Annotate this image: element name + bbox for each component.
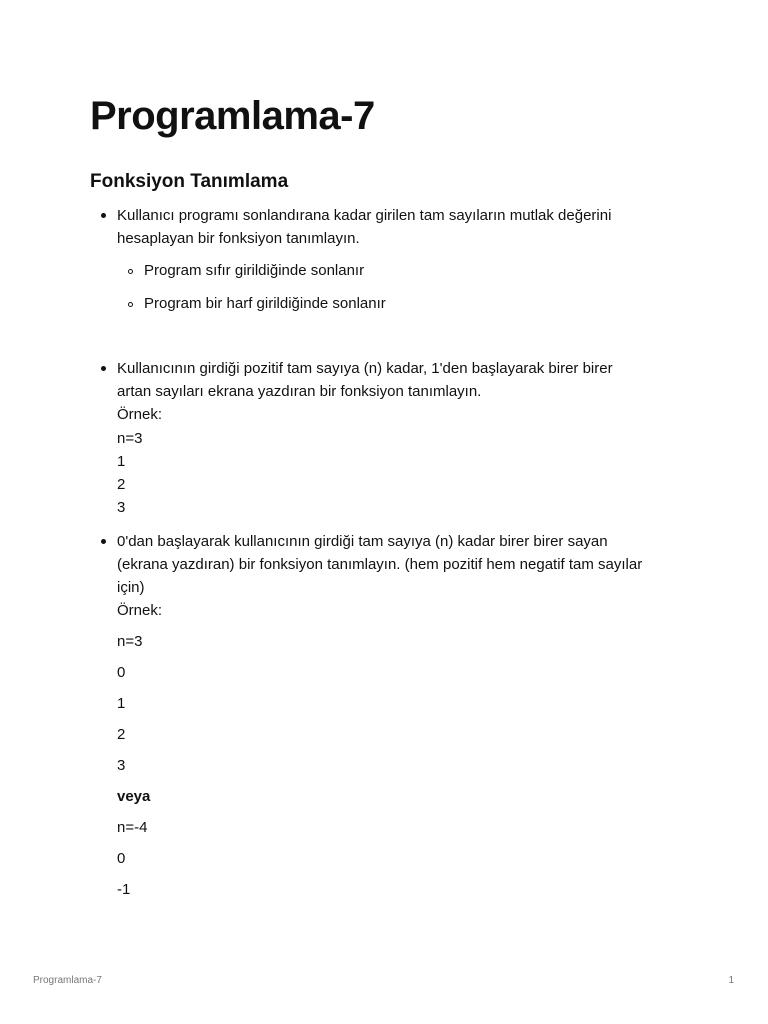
item-text-line: 0'dan başlayarak kullanıcının girdiği tam sayıya (n) kadar birer birer sayan [117,533,608,550]
item-text-line: Kullanıcının girdiği pozitif tam sayıya (n) kadar, 1'den başlayarak birer birer [117,360,613,377]
example-line: 3 [117,757,126,774]
footer-page-number: 1 [728,975,734,986]
bullet-circle [128,269,133,274]
example-line: n=3 [117,633,143,650]
bullet-circle [128,302,133,307]
example-line: n=-4 [117,819,148,836]
example-line: n=3 [117,430,143,447]
or-label: veya [117,788,151,805]
item-text-line: Kullanıcı programı sonlandırana kadar girilen tam sayıların mutlak değerini [117,207,612,224]
sub-list-item: Program sıfır girildiğinde sonlanır [144,262,365,279]
example-line: 3 [117,499,126,516]
example-line: 1 [117,695,126,712]
item-text-line: için) [117,579,145,596]
footer-document-name: Programlama-7 [33,975,102,986]
example-line: 2 [117,476,126,493]
item-text-line: (ekrana yazdıran) bir fonksiyon tanımlayın. (hem pozitif hem negatif tam sayılar [117,556,643,573]
example-line: 0 [117,664,126,681]
item-text-line: hesaplayan bir fonksiyon tanımlayın. [117,230,360,247]
example-line: 0 [117,850,126,867]
bullet-disc [101,213,106,218]
page-title: Programlama-7 [90,94,375,138]
bullet-disc [101,366,106,371]
bullet-disc [101,539,106,544]
sub-list-item: Program bir harf girildiğinde sonlanır [144,295,386,312]
example-line: -1 [117,881,131,898]
example-line: 2 [117,726,126,743]
section-heading: Fonksiyon Tanımlama [90,171,289,192]
example-label: Örnek: [117,406,163,423]
example-label: Örnek: [117,602,163,619]
item-text-line: artan sayıları ekrana yazdıran bir fonksiyon tanımlayın. [117,383,482,400]
example-line: 1 [117,453,126,470]
